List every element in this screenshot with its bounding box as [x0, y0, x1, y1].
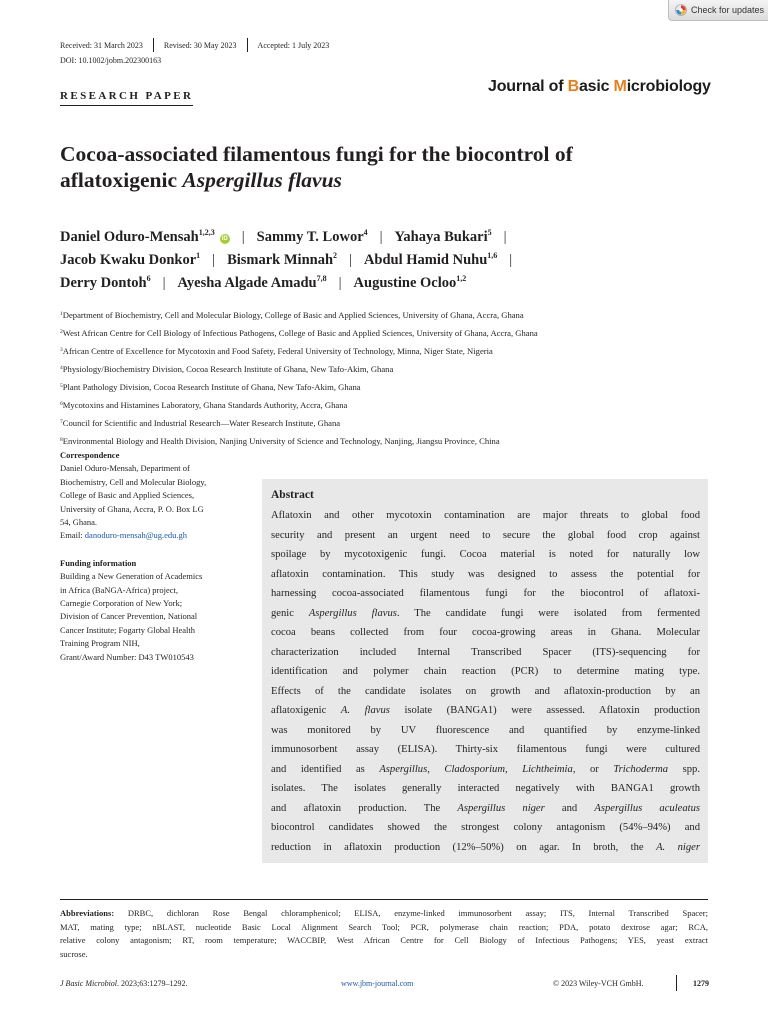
abstract-line: immunosorbent assay (ELISA). Thirty-six filamentous fungi were cultured	[271, 744, 700, 755]
abbreviations	[60, 907, 708, 962]
affiliation-item: $^2$West African Centre for Cell Biology of Infectious Pathogens, College of Basic and Applied Sciences, University of Ghana, Accra, Ghana	[60, 328, 538, 338]
funding-line: Building a New Generation of Academics	[60, 571, 203, 582]
check-for-updates-button[interactable]	[668, 0, 768, 21]
abstract-line: spoilage by mycotoxigenic fungi. Cocoa material is noted for naturally low	[271, 549, 700, 560]
author-name[interactable]: Augustine Ocloo$^{1,2}$	[353, 274, 467, 291]
doi[interactable]: DOI: 10.1002/jobm.202300163	[60, 56, 162, 65]
author-name[interactable]: Derry Dontoh$^6$	[60, 274, 151, 291]
funding-line: Cancer Institute; Fogarty Global Health	[60, 624, 196, 635]
abstract-box	[262, 479, 708, 863]
author-name[interactable]: Bismark Minnah$^2$	[227, 251, 338, 268]
author-name[interactable]: Daniel Oduro-Mensah$^{1,2,3}$	[60, 228, 215, 245]
author-name[interactable]: Ayesha Algade Amadu$^{7,8}$	[177, 274, 327, 291]
correspondence-line: 54, Ghana.	[60, 517, 98, 528]
abstract-line: harnessing cocoa-associated filamentous fungi for the biocontrol of aflatoxi-	[271, 588, 700, 599]
author-name[interactable]: Yahaya Bukari$^5$	[394, 228, 492, 245]
correspondence-email-line: Email: danoduro-mensah@ug.edu.gh	[60, 530, 188, 541]
abbreviations-line: sucrose.	[60, 949, 88, 960]
footer-citation: J Basic Microbiol. 2023;63:1279–1292.	[60, 979, 188, 988]
abstract-line: reduction in aflatoxin production (12%–50%) on agar. In broth, the A. niger	[271, 841, 700, 853]
copyright: © 2023 Wiley-VCH GmbH.	[553, 979, 644, 988]
author-list: Daniel Oduro-Mensah$^{1,2,3}$iD | Sammy T. Lowor$^4$ | Yahaya Bukari$^5$ | Jacob Kwaku Donkor$^1$ | Bismark Minnah$^2$ | Abdul Hamid Nuhu$^{1,6}$ | Derry Dontoh$^6$ | Ayesha Algade Amadu$^{7,8}$ | Augustine Ocloo$^{1,2}$	[60, 228, 513, 291]
check-updates-icon	[675, 4, 687, 16]
email-link[interactable]: danoduro-mensah@ug.edu.gh	[84, 530, 188, 541]
footnote-divider	[60, 899, 708, 900]
affiliation-item: $^8$Environmental Biology and Health Division, Nanjing University of Science and Technology, Nanjing, Jiangsu Province, China	[60, 436, 500, 446]
affiliation-item: $^4$Physiology/Biochemistry Division, Cocoa Research Institute of Ghana, New Tafo-Akim, Ghana	[60, 364, 394, 374]
affiliation-item: $^6$Mycotoxins and Histamines Laboratory, Ghana Standards Authority, Accra, Ghana	[60, 400, 348, 410]
funding-line: in Africa (BaNGA-Africa) project,	[60, 584, 179, 595]
abstract-line: identification and polymer chain reaction (PCR) to determine mating type.	[271, 666, 700, 677]
section-label: RESEARCH PAPER	[60, 90, 193, 106]
abbreviations-line: relative colony antagonism; RT, room temperature; WACCBIP, West African Centre for Cell Biology of Infectious Pathogens; YES, yeast extract	[60, 935, 708, 946]
sidebar	[60, 449, 255, 664]
affiliation-item: $^7$Council for Scientific and Industrial Research—Water Research Institute, Ghana	[60, 418, 341, 428]
abstract-line: aflatoxin contamination. This study was designed to assess the potential for	[271, 568, 700, 580]
affiliation-item: $^5$Plant Pathology Division, Cocoa Research Institute of Ghana, New Tafo-Akim, Ghana	[60, 382, 361, 392]
footer-divider	[676, 975, 677, 991]
abbreviations-line: MAT, mating type; nBLAST, nucleotide Basic Local Alignment Search Tool; PCR, polymerase chain reaction; PDA, potato dextrose agar; RCA,	[60, 921, 708, 932]
date-divider	[247, 38, 248, 52]
funding-line: Training Program NIH,	[60, 638, 140, 649]
check-updates-label: Check for updates	[691, 5, 765, 15]
author-name[interactable]: Abdul Hamid Nuhu$^{1,6}$	[363, 251, 498, 268]
author-name[interactable]: Jacob Kwaku Donkor$^1$	[60, 251, 201, 268]
journal-url-link[interactable]: www.jbm-journal.com	[341, 979, 414, 988]
article-dates	[60, 38, 329, 52]
abstract-line: security and present an urgent need to secure the global food crop against	[271, 529, 700, 541]
abstract-line: and aflatoxin production. The Aspergillus niger and Aspergillus aculeatus	[271, 802, 700, 814]
abbreviations-line: Abbreviations: DRBC, dichloran Rose Bengal chloramphenicol; ELISA, enzyme-linked immunosorbent assay; ITS, Internal Transcribed Spacer;	[60, 908, 708, 918]
abstract-line: and identified as Aspergillus, Cladosporium, Lichtheimia, or Trichoderma spp.	[271, 763, 701, 775]
author-name[interactable]: Sammy T. Lowor$^4$	[256, 228, 368, 245]
funding-heading: Funding information	[60, 557, 137, 568]
correspondence-line: College of Basic and Applied Sciences,	[60, 490, 195, 501]
date-divider	[153, 38, 154, 52]
correspondence-heading: Correspondence	[60, 450, 120, 460]
correspondence-line: Daniel Oduro-Mensah, Department of	[60, 463, 190, 474]
journal-logo: Journal of Basic Microbiology	[488, 78, 711, 95]
page-number: 1279	[693, 979, 709, 988]
affiliation-item: $^1$Department of Biochemistry, Cell and Molecular Biology, College of Basic and Applied Sciences, University of Ghana, Accra, Ghana	[60, 310, 524, 320]
abstract-line: biocontrol candidates showed the strongest colony antagonism (54%–94%) and	[271, 822, 700, 833]
abstract-line: isolates. The isolates generally interacted negatively with BANGA1 growth	[271, 783, 700, 794]
abstract-line: Aflatoxin and other mycotoxin contamination are major threats to global food	[271, 510, 700, 521]
correspondence-line: Biochemistry, Cell and Molecular Biology,	[60, 476, 207, 487]
abstract-line: aflatoxigenic A. flavus isolate (BANGA1) were assessed. Aflatoxin production	[271, 705, 700, 716]
abbreviations-label: Abbreviations:	[60, 908, 115, 918]
abstract-line: characterization included Internal Transcribed Spacer (ITS)-sequencing for	[271, 646, 700, 658]
received-date: Received: 31 March 2023	[60, 40, 143, 50]
affiliation-item: $^3$African Centre of Excellence for Mycotoxin and Food Safety, Federal University of Technology, Minna, Niger State, Nigeria	[60, 346, 493, 356]
abstract-line: cocoa beans collected from four cocoa-growing areas in Ghana. Molecular	[271, 627, 700, 638]
abstract-heading: Abstract	[271, 489, 314, 501]
funding-line: Carnegie Corporation of New York;	[60, 598, 183, 609]
affiliations	[60, 306, 720, 450]
abstract-line: genic Aspergillus flavus. The candidate fungi were isolated from fermented	[271, 607, 700, 619]
orcid-icon[interactable]: iD	[221, 236, 228, 242]
article-title: Cocoa-associated filamentous fungi for the biocontrol of aflatoxigenic Aspergillus flavus	[60, 142, 573, 192]
abstract-body	[271, 506, 700, 857]
revised-date: Revised: 30 May 2023	[163, 40, 237, 50]
correspondence-line: University of Ghana, Accra, P. O. Box LG	[60, 503, 204, 514]
funding-line: Grant/Award Number: D43 TW010543	[60, 651, 194, 662]
funding-line: Division of Cancer Prevention, National	[60, 611, 198, 622]
abstract-line: was monitored by UV fluorescence and quantified by enzyme-linked	[271, 724, 700, 736]
accepted-date: Accepted: 1 July 2023	[257, 40, 330, 50]
abstract-line: Effects of the candidate isolates on growth and aflatoxin-production by an	[271, 685, 700, 697]
